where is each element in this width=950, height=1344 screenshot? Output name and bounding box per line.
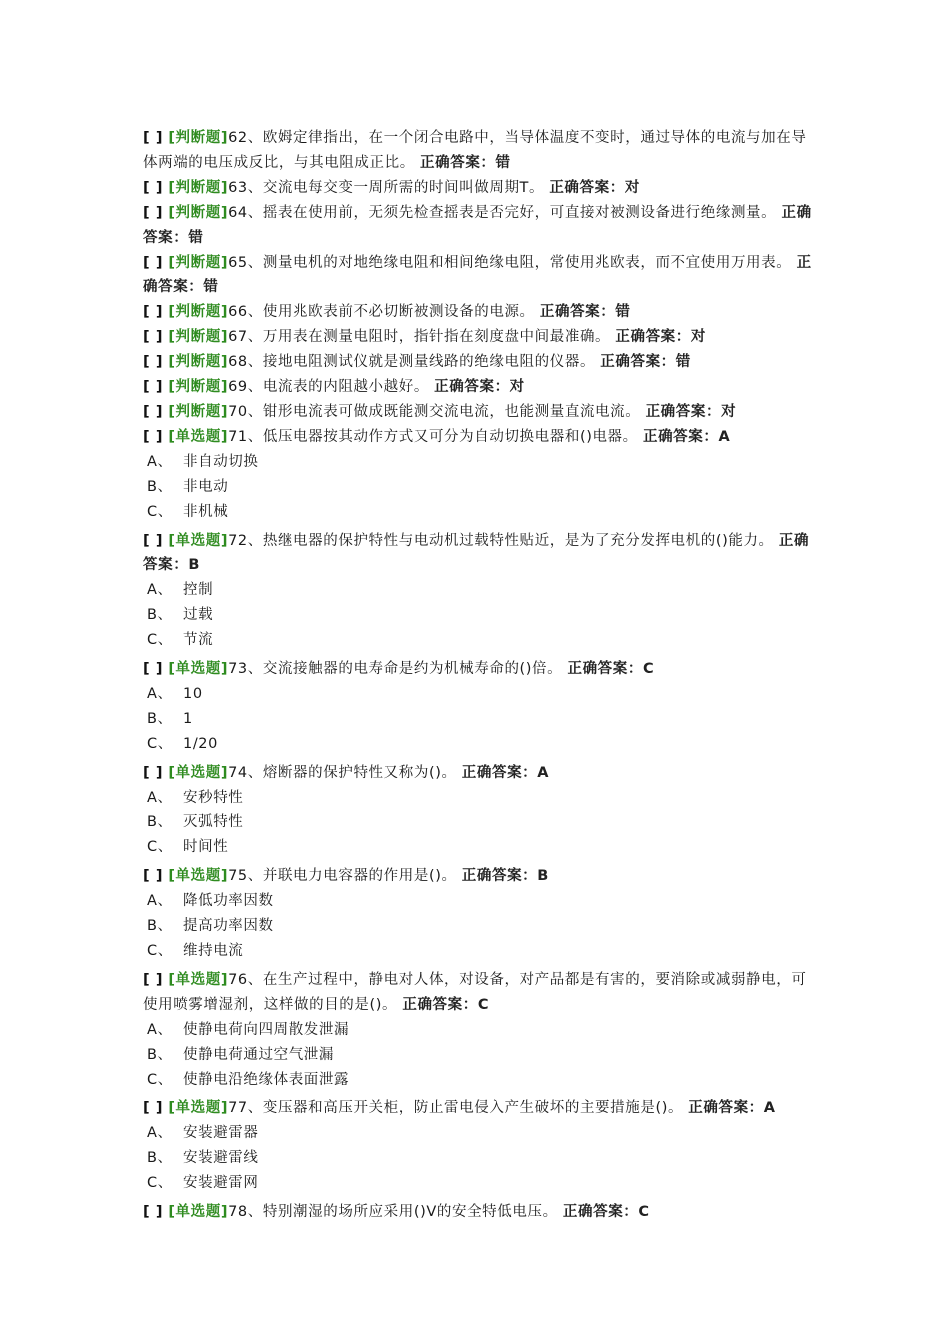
question-item — [143, 1096, 815, 1121]
answer-label: 正确答案： — [143, 254, 812, 296]
answer-option — [143, 939, 815, 964]
question-text: 62、欧姆定律指出，在一个闭合电路中，当导体温度不变时，通过导体的电流与加在导体两端的电压成反比，与其电阻成正比。 — [143, 130, 807, 171]
option-letter: C、 — [147, 735, 173, 752]
question-type-tag: [判断题] — [168, 354, 229, 371]
answer-value: 错 — [675, 354, 691, 371]
question-text: 67、万用表在测量电阻时，指针指在刻度盘中间最准确。 — [228, 329, 611, 346]
answer-option — [143, 786, 815, 811]
question-text: 73、交流接触器的电寿命是约为机械寿命的()倍。 — [228, 661, 563, 678]
question-type-tag: [判断题] — [168, 254, 229, 271]
option-text: 1 — [183, 710, 193, 727]
answer-value: C — [638, 1204, 650, 1221]
question-item — [143, 126, 815, 176]
answer-value: B — [188, 557, 200, 574]
question-type-tag: [单选题] — [168, 428, 229, 445]
answer-option — [143, 500, 815, 525]
answer-option — [143, 1018, 815, 1043]
answer-label: 正确答案： — [420, 154, 496, 171]
option-letter: A、 — [147, 685, 173, 702]
option-text: 1/20 — [183, 735, 218, 752]
answer-label: 正确答案： — [645, 403, 722, 420]
question-bracket: [ ] — [143, 379, 164, 396]
question-item — [143, 529, 815, 579]
option-letter: A、 — [147, 893, 173, 910]
option-letter: A、 — [147, 1021, 173, 1038]
question-text: 70、钳形电流表可做成既能测交流电流，也能测量直流电流。 — [228, 403, 641, 420]
question-type-tag: [单选题] — [168, 764, 229, 781]
option-letter: C、 — [147, 503, 173, 520]
answer-option — [143, 1146, 815, 1171]
question-type-tag: [判断题] — [168, 304, 229, 321]
answer-label: 正确答案： — [642, 428, 719, 445]
question-bracket: [ ] — [143, 532, 164, 549]
answer-label: 正确答案： — [600, 354, 676, 371]
answer-label: 正确答案： — [688, 1100, 764, 1117]
option-letter: B、 — [147, 1046, 173, 1063]
answer-option — [143, 682, 815, 707]
question-item — [143, 425, 815, 450]
question-item — [143, 657, 815, 682]
question-bracket: [ ] — [143, 428, 164, 445]
option-letter: B、 — [147, 478, 173, 495]
answer-label: 正确答案： — [567, 661, 643, 678]
question-type-tag: [判断题] — [168, 379, 229, 396]
question-type-tag: [单选题] — [168, 661, 229, 678]
option-letter: B、 — [147, 1150, 173, 1167]
answer-option — [143, 628, 815, 653]
option-letter: A、 — [147, 582, 173, 599]
answer-value: 对 — [509, 379, 525, 396]
question-bracket: [ ] — [143, 971, 164, 988]
question-item — [143, 761, 815, 786]
option-letter: A、 — [147, 789, 173, 806]
question-type-tag: [单选题] — [168, 971, 229, 988]
answer-option — [143, 810, 815, 835]
question-item — [143, 176, 815, 201]
question-text: 71、低压电器按其动作方式又可分为自动切换电器和()电器。 — [228, 428, 638, 445]
option-text: 提高功率因数 — [183, 918, 274, 935]
question-text: 76、在生产过程中，静电对人体，对设备，对产品都是有害的，要消除或减弱静电，可使用喷雾增湿剂，这样做的目的是()。 — [143, 971, 807, 1013]
question-bracket: [ ] — [143, 403, 164, 420]
question-type-tag: [单选题] — [168, 532, 229, 549]
question-text: 69、电流表的内阻越小越好。 — [228, 379, 429, 396]
question-type-tag: [判断题] — [168, 179, 229, 196]
question-text: 75、并联电力电容器的作用是()。 — [228, 868, 457, 885]
question-text: 65、测量电机的对地绝缘电阻和相间绝缘电阻，常使用兆欧表，而不宜使用万用表。 — [228, 254, 792, 271]
option-text: 过载 — [183, 607, 214, 624]
option-text: 控制 — [183, 582, 214, 599]
answer-value: C — [642, 661, 655, 678]
question-text: 77、变压器和高压开关柜，防止雷电侵入产生破坏的主要措施是()。 — [228, 1100, 684, 1117]
question-list — [143, 126, 815, 1225]
answer-label: 正确答案： — [562, 1204, 639, 1221]
answer-value: 错 — [495, 154, 511, 171]
answer-label: 正确答案： — [143, 204, 812, 246]
answer-label: 正确答案： — [539, 304, 616, 321]
option-text: 灭弧特性 — [183, 814, 244, 831]
question-bracket: [ ] — [143, 329, 164, 346]
question-text: 66、使用兆欧表前不必切断被测设备的电源。 — [228, 304, 535, 321]
answer-value: 错 — [203, 279, 219, 296]
option-text: 降低功率因数 — [183, 893, 274, 910]
question-item — [143, 400, 815, 425]
option-letter: A、 — [147, 453, 173, 470]
question-bracket: [ ] — [143, 204, 164, 221]
option-text: 使静电荷通过空气泄漏 — [183, 1046, 334, 1063]
answer-value: 对 — [721, 403, 737, 420]
answer-option — [143, 1043, 815, 1068]
option-text: 使静电沿绝缘体表面泄露 — [183, 1071, 350, 1088]
option-letter: A、 — [147, 1125, 173, 1142]
question-text: 63、交流电每交变一周所需的时间叫做周期T。 — [228, 179, 545, 196]
option-letter: C、 — [147, 1071, 173, 1088]
answer-option — [143, 475, 815, 500]
question-type-tag: [判断题] — [168, 204, 229, 221]
question-type-tag: [判断题] — [168, 329, 229, 346]
answer-value: B — [537, 868, 549, 885]
answer-label: 正确答案： — [461, 764, 538, 781]
answer-label: 正确答案： — [615, 329, 691, 346]
option-letter: C、 — [147, 1175, 173, 1192]
answer-label: 正确答案： — [143, 532, 810, 574]
option-text: 使静电荷向四周散发泄漏 — [183, 1021, 350, 1038]
question-bracket: [ ] — [143, 254, 164, 271]
answer-option — [143, 889, 815, 914]
option-letter: B、 — [147, 607, 173, 624]
question-item — [143, 375, 815, 400]
answer-label: 正确答案： — [402, 996, 478, 1013]
question-bracket: [ ] — [143, 661, 164, 678]
question-bracket: [ ] — [143, 304, 164, 321]
option-text: 10 — [183, 685, 203, 702]
question-item — [143, 251, 815, 301]
question-text: 78、特别潮湿的场所应采用()V的安全特低电压。 — [228, 1204, 558, 1221]
option-letter: B、 — [147, 918, 173, 935]
option-text: 维持电流 — [183, 943, 244, 959]
question-item — [143, 350, 815, 375]
answer-label: 正确答案： — [549, 179, 625, 196]
option-letter: C、 — [147, 943, 173, 959]
question-item — [143, 325, 815, 350]
question-bracket: [ ] — [143, 1204, 164, 1221]
question-item — [143, 864, 815, 889]
question-text: 74、熔断器的保护特性又称为()。 — [228, 764, 457, 781]
option-text: 非电动 — [183, 478, 229, 495]
question-type-tag: [单选题] — [168, 1204, 229, 1221]
answer-value: 对 — [690, 329, 706, 346]
question-type-tag: [判断题] — [168, 403, 229, 420]
question-type-tag: [单选题] — [168, 868, 229, 885]
option-text: 节流 — [183, 632, 214, 649]
answer-value: A — [763, 1100, 776, 1117]
question-item — [143, 201, 815, 251]
question-type-tag: [判断题] — [168, 130, 229, 146]
question-bracket: [ ] — [143, 1100, 164, 1117]
option-letter: B、 — [147, 710, 173, 727]
question-bracket: [ ] — [143, 354, 164, 371]
option-letter: C、 — [147, 632, 173, 649]
answer-option — [143, 1121, 815, 1146]
option-letter: B、 — [147, 814, 173, 831]
option-text: 安装避雷器 — [183, 1125, 259, 1142]
option-letter: C、 — [147, 839, 173, 856]
option-text: 安装避雷网 — [183, 1175, 259, 1192]
question-bracket: [ ] — [143, 868, 164, 885]
answer-label: 正确答案： — [434, 379, 510, 396]
answer-value: 错 — [615, 304, 631, 321]
option-text: 非自动切换 — [183, 453, 259, 470]
answer-option — [143, 914, 815, 939]
option-text: 时间性 — [183, 839, 229, 856]
option-text: 安装避雷线 — [183, 1150, 259, 1167]
question-text: 72、热继电器的保护特性与电动机过载特性贴近，是为了充分发挥电机的()能力。 — [228, 532, 774, 549]
answer-value: 错 — [188, 229, 204, 246]
option-text: 非机械 — [183, 503, 229, 520]
answer-option — [143, 732, 815, 757]
answer-option — [143, 578, 815, 603]
answer-option — [143, 603, 815, 628]
answer-value: A — [537, 764, 550, 781]
question-item — [143, 1200, 815, 1225]
question-bracket: [ ] — [143, 130, 164, 146]
answer-option — [143, 835, 815, 860]
option-text: 安秒特性 — [183, 789, 244, 806]
answer-value: 对 — [624, 179, 640, 196]
answer-value: C — [477, 996, 490, 1013]
question-type-tag: [单选题] — [168, 1100, 229, 1117]
answer-option — [143, 1068, 815, 1093]
question-bracket: [ ] — [143, 179, 164, 196]
question-bracket: [ ] — [143, 764, 164, 781]
answer-option — [143, 707, 815, 732]
question-item — [143, 968, 815, 1018]
question-item — [143, 300, 815, 325]
answer-value: A — [718, 428, 731, 445]
answer-option — [143, 450, 815, 475]
question-text: 64、摇表在使用前，无须先检查摇表是否完好，可直接对被测设备进行绝缘测量。 — [228, 204, 777, 221]
answer-label: 正确答案： — [461, 868, 538, 885]
answer-option — [143, 1171, 815, 1196]
question-text: 68、接地电阻测试仪就是测量线路的绝缘电阻的仪器。 — [228, 354, 596, 371]
